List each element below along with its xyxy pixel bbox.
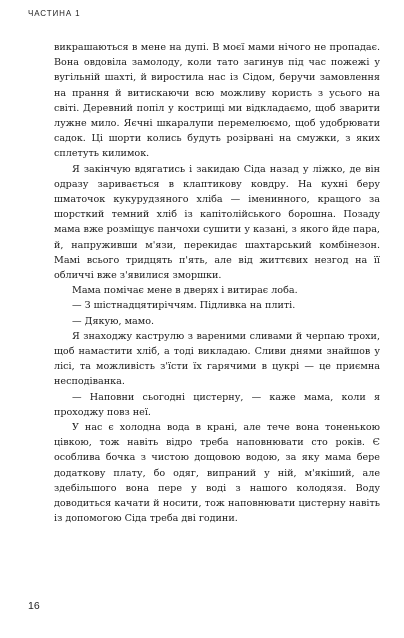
page-number: 16 <box>28 600 40 612</box>
paragraph: Я знаходжу каструлю з вареними сливами й черпаю трохи, щоб намастити хліб, а тоді викладаю. Сливи днями знайшов у лісі, та можливість з'їсти їх гарячими в цукрі — це приємна несподіванка. <box>54 330 380 388</box>
paragraph: Я закінчую вдягатись і закидаю Сіда назад у ліжко, де він одразу заривається в клаптикову ковдру. На кухні беру шматочок кукурудзяного хліба — іменинного, кращого за шорсткий темний хліб із капітолійського борошна. Позаду мама вже розміщує панчохи сушити у казані, з якого йде пара, й, напруживши м'язи, перекидає шахтарський комбінезон. Мамі всього тридцять п'ять, але від життєвих незгод на її обличчі вже з'явилися зморшки. <box>54 163 380 282</box>
paragraph: викрашаються в мене на дупі. В моєї мами нічого не пропадає. Вона овдовіла замолоду, коли тато загинув під час пожежі у вугільній шахті, й виростила нас із Сідом, беручи замовлення на прання й витискаючи всю можливу користь з усього на світі. Деревний попіл у кострищі ми відкладаємо, щоб зварити лужне мило. Яєчні шкаралупи перемелюємо, щоб удобрювати садок. Ці шорти колись будуть розірвані на смужки, з яких сплетуть килимок. <box>54 42 380 160</box>
paragraph: — Дякую, мамо. <box>72 315 155 327</box>
running-title: ЧАСТИНА 1 <box>28 9 81 18</box>
page-body <box>54 40 380 527</box>
paragraph: Мама помічає мене в дверях і витирає лоба. <box>72 285 298 297</box>
paragraph: — З шістнадцятиріччям. Підливка на плиті. <box>72 300 296 312</box>
paragraph: У нас є холодна вода в крані, але тече вона тоненькою цівкою, тож навіть відро треба наповнювати сто років. Є особлива бочка з чистою дощовою водою, за яку мама бере додаткову плату, бо одяг, випраний у ній, м'якіший, але здебільшого вона пере у воді з нашого колодязя. Воду доводиться качати й носити, тож наповнювати цистерну навіть із допомогою Сіда треба дві години. <box>54 422 380 525</box>
paragraph: — Наповни сьогодні цистерну, — каже мама, коли я проходжу повз неї. <box>54 391 380 418</box>
